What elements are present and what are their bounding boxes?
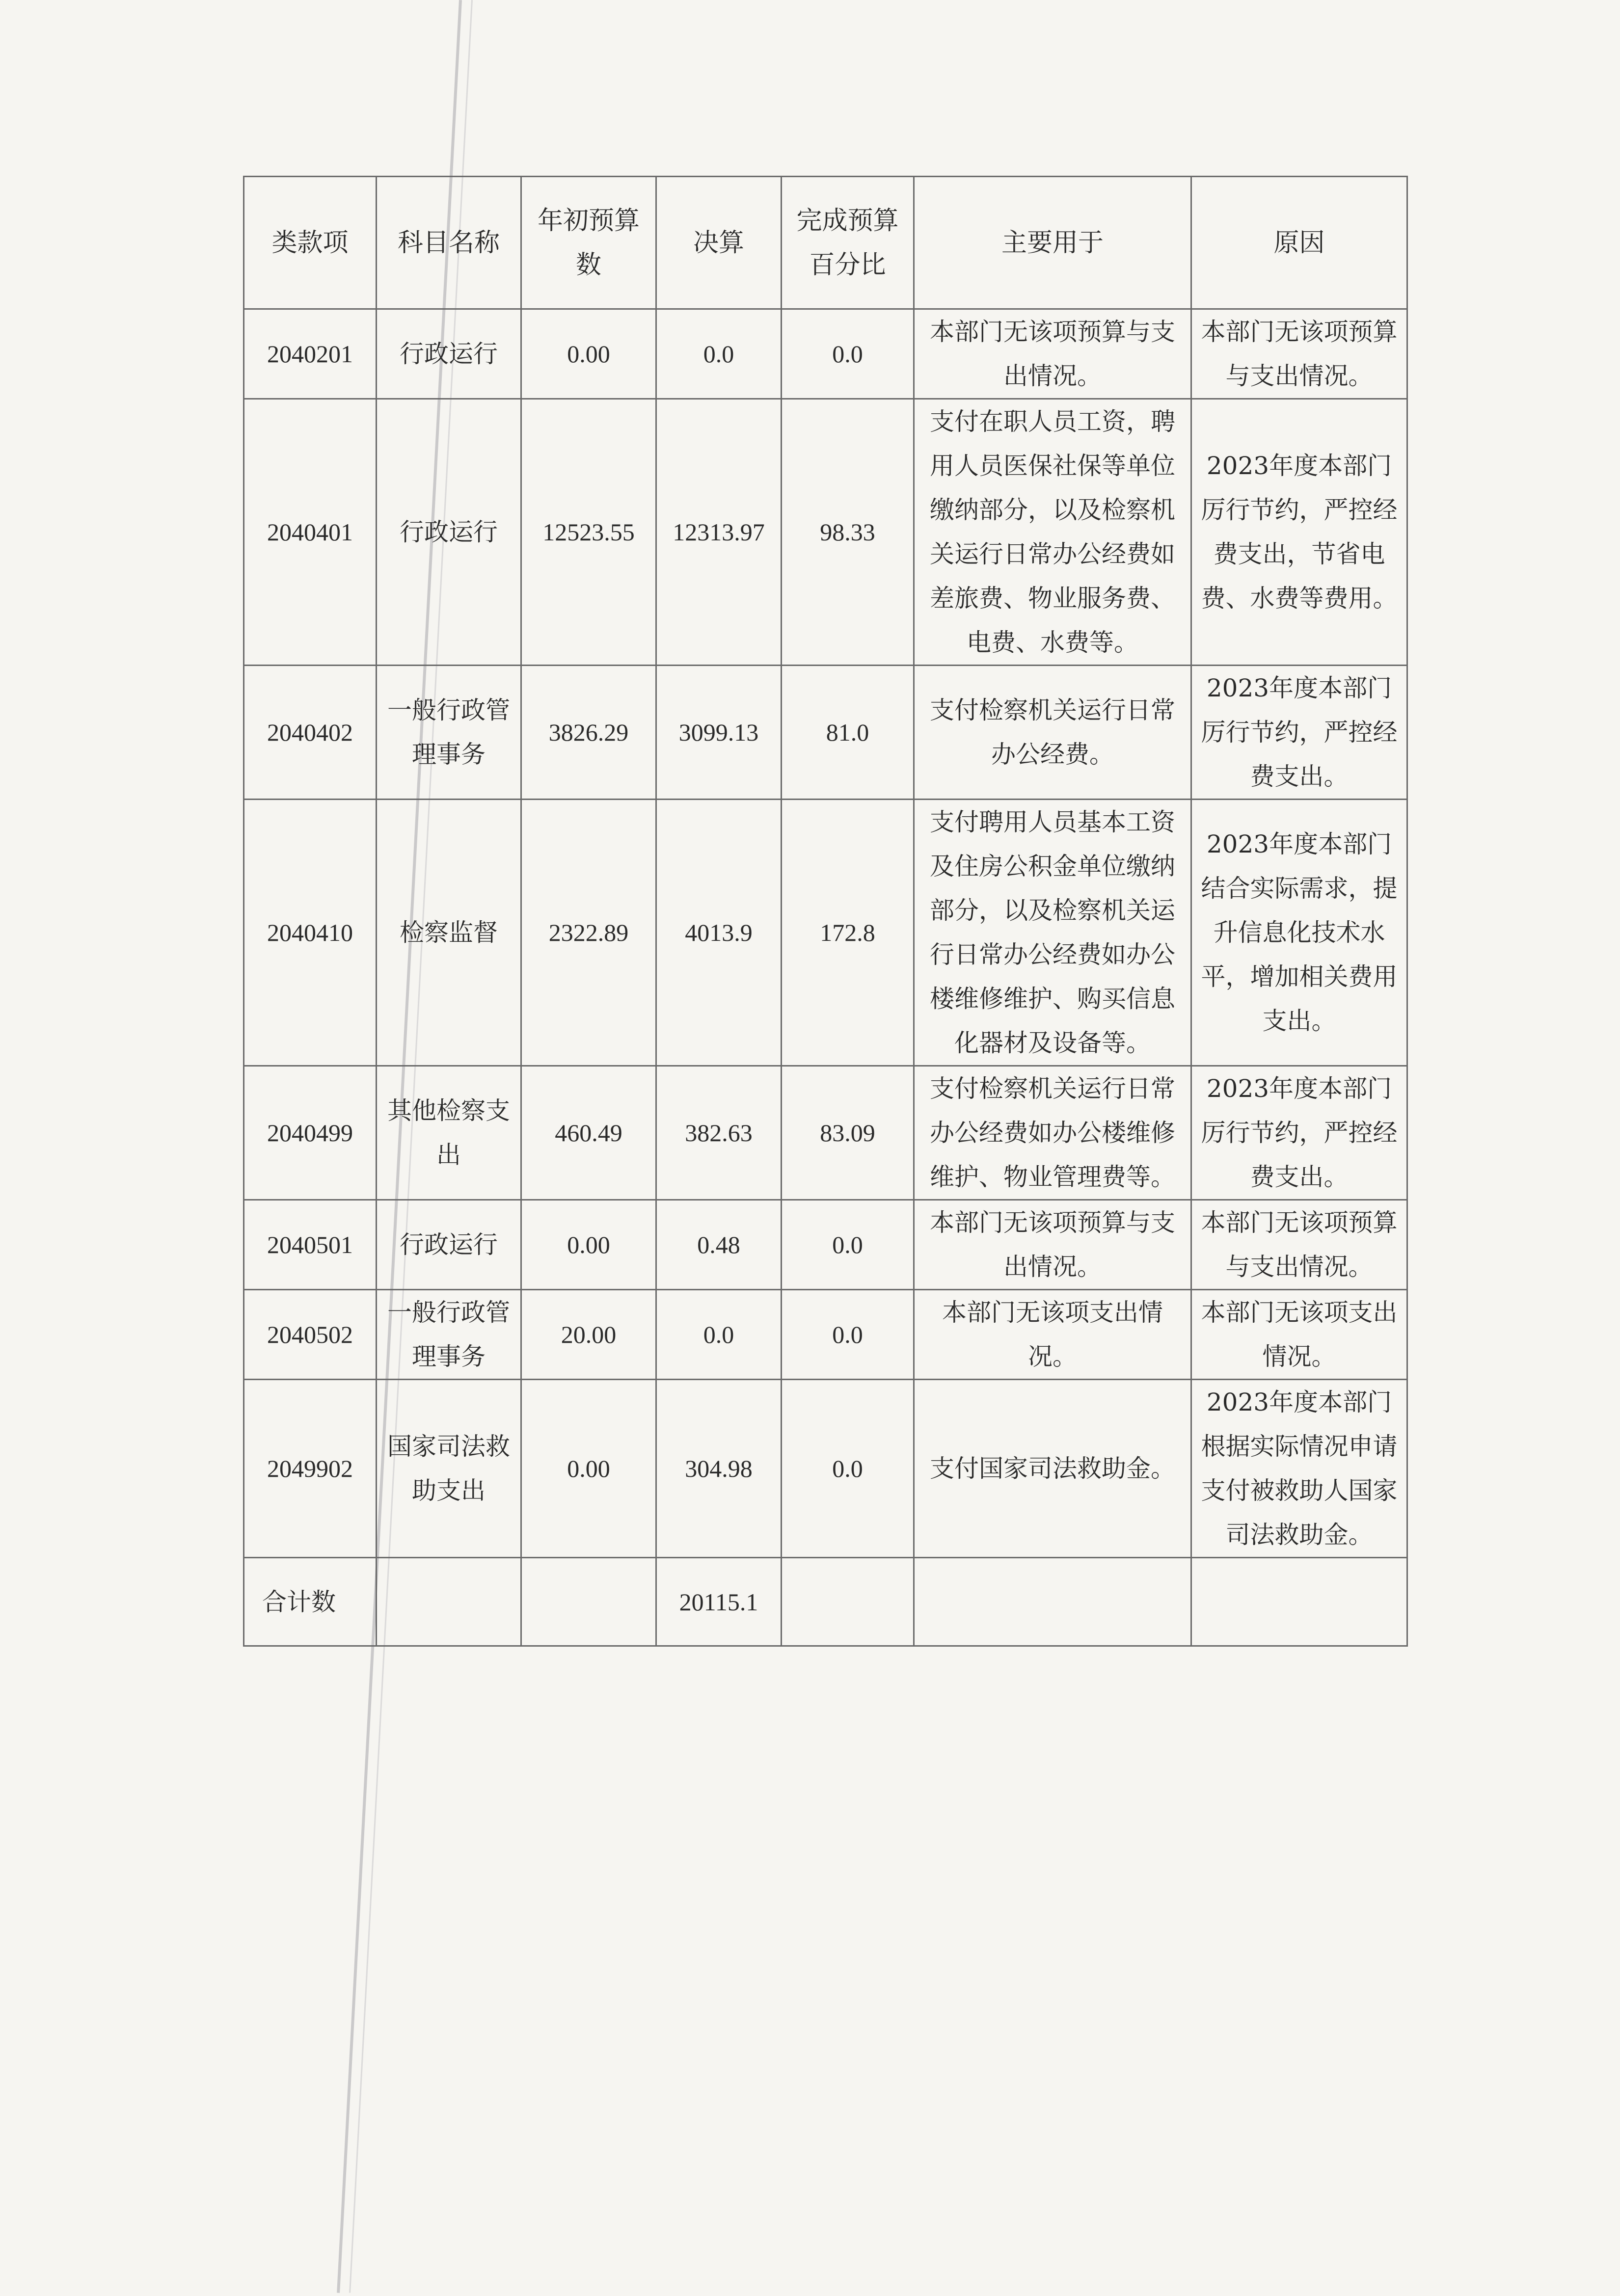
total-empty-cell — [782, 1558, 914, 1646]
row-code: 2040410 — [244, 800, 377, 1066]
row-code: 2040402 — [244, 666, 377, 800]
row-main-usage: 支付国家司法救助金。 — [914, 1380, 1191, 1558]
row-main-usage: 本部门无该项预算与支出情况。 — [914, 1200, 1191, 1290]
row-completion-percent: 0.0 — [782, 1200, 914, 1290]
table-row — [244, 1066, 1407, 1200]
row-initial-budget: 3826.29 — [521, 666, 656, 800]
table-row — [244, 309, 1407, 399]
row-code: 2040201 — [244, 309, 377, 399]
row-main-usage: 支付检察机关运行日常办公经费。 — [914, 666, 1191, 800]
row-reason: 本部门无该项支出情况。 — [1191, 1290, 1407, 1380]
row-main-usage: 本部门无该项预算与支出情况。 — [914, 309, 1191, 399]
header-initial-budget: 年初预算数 — [521, 177, 656, 309]
header-subject-name: 科目名称 — [377, 177, 521, 309]
budget-table — [243, 176, 1408, 1647]
row-initial-budget: 0.00 — [521, 1200, 656, 1290]
row-subject-name: 行政运行 — [377, 309, 521, 399]
row-reason: 本部门无该项预算与支出情况。 — [1191, 309, 1407, 399]
row-reason: 本部门无该项预算与支出情况。 — [1191, 1200, 1407, 1290]
row-subject-name: 其他检察支出 — [377, 1066, 521, 1200]
row-final-account: 0.0 — [656, 309, 782, 399]
table-row — [244, 399, 1407, 666]
row-completion-percent: 172.8 — [782, 800, 914, 1066]
table-total-row — [244, 1558, 1407, 1646]
row-initial-budget: 20.00 — [521, 1290, 656, 1380]
row-reason: 2023年度本部门厉行节约，严控经费支出，节省电费、水费等费用。 — [1191, 399, 1407, 666]
table-row — [244, 666, 1407, 800]
row-reason: 2023年度本部门结合实际需求，提升信息化技术水平，增加相关费用支出。 — [1191, 800, 1407, 1066]
row-final-account: 382.63 — [656, 1066, 782, 1200]
row-completion-percent: 98.33 — [782, 399, 914, 666]
row-completion-percent: 81.0 — [782, 666, 914, 800]
row-final-account: 304.98 — [656, 1380, 782, 1558]
row-initial-budget: 2322.89 — [521, 800, 656, 1066]
row-code: 2040501 — [244, 1200, 377, 1290]
table-header-row — [244, 177, 1407, 309]
row-completion-percent: 0.0 — [782, 1380, 914, 1558]
row-subject-name: 行政运行 — [377, 1200, 521, 1290]
row-code: 2040502 — [244, 1290, 377, 1380]
row-final-account: 4013.9 — [656, 800, 782, 1066]
row-final-account: 3099.13 — [656, 666, 782, 800]
row-main-usage: 本部门无该项支出情况。 — [914, 1290, 1191, 1380]
row-reason: 2023年度本部门根据实际情况申请支付被救助人国家司法救助金。 — [1191, 1380, 1407, 1558]
table-row — [244, 1290, 1407, 1380]
row-subject-name: 一般行政管理事务 — [377, 666, 521, 800]
row-final-account: 0.48 — [656, 1200, 782, 1290]
header-code: 类款项 — [244, 177, 377, 309]
row-code: 2040401 — [244, 399, 377, 666]
row-main-usage: 支付在职人员工资，聘用人员医保社保等单位缴纳部分，以及检察机关运行日常办公经费如差旅费、物业服务费、电费、水费等。 — [914, 399, 1191, 666]
table-row — [244, 1380, 1407, 1558]
total-empty-cell — [1191, 1558, 1407, 1646]
table-row — [244, 1200, 1407, 1290]
table-row — [244, 800, 1407, 1066]
row-code: 2040499 — [244, 1066, 377, 1200]
row-code: 2049902 — [244, 1380, 377, 1558]
total-final-account: 20115.1 — [656, 1558, 782, 1646]
row-initial-budget: 12523.55 — [521, 399, 656, 666]
row-completion-percent: 0.0 — [782, 309, 914, 399]
row-initial-budget: 0.00 — [521, 1380, 656, 1558]
header-final-account: 决算 — [656, 177, 782, 309]
total-empty-cell — [521, 1558, 656, 1646]
row-subject-name: 检察监督 — [377, 800, 521, 1066]
row-subject-name: 一般行政管理事务 — [377, 1290, 521, 1380]
row-subject-name: 行政运行 — [377, 399, 521, 666]
row-reason: 2023年度本部门厉行节约，严控经费支出。 — [1191, 1066, 1407, 1200]
row-final-account: 0.0 — [656, 1290, 782, 1380]
row-initial-budget: 460.49 — [521, 1066, 656, 1200]
row-main-usage: 支付聘用人员基本工资及住房公积金单位缴纳部分，以及检察机关运行日常办公经费如办公楼维修维护、购买信息化器材及设备等。 — [914, 800, 1191, 1066]
total-label: 合计数 — [244, 1558, 377, 1646]
total-empty-cell — [914, 1558, 1191, 1646]
row-reason: 2023年度本部门厉行节约，严控经费支出。 — [1191, 666, 1407, 800]
row-initial-budget: 0.00 — [521, 309, 656, 399]
header-main-usage: 主要用于 — [914, 177, 1191, 309]
header-reason: 原因 — [1191, 177, 1407, 309]
row-completion-percent: 83.09 — [782, 1066, 914, 1200]
row-subject-name: 国家司法救助支出 — [377, 1380, 521, 1558]
total-empty-cell — [377, 1558, 521, 1646]
header-completion-percent: 完成预算百分比 — [782, 177, 914, 309]
row-main-usage: 支付检察机关运行日常办公经费如办公楼维修维护、物业管理费等。 — [914, 1066, 1191, 1200]
row-completion-percent: 0.0 — [782, 1290, 914, 1380]
row-final-account: 12313.97 — [656, 399, 782, 666]
